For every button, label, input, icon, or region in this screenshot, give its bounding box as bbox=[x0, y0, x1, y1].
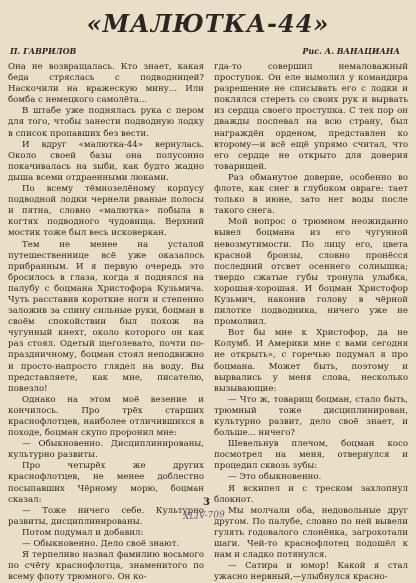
paragraph: Мы молчали оба, недовольные друг другом. По палубе, словно по ней вывели гулять годовалого слонёнка, загрохотали шаги. Чей-то краснофлотец подошёл к нам и сладко потянулся. bbox=[214, 505, 408, 561]
left-text-column bbox=[8, 62, 204, 583]
paragraph: Вот бы мне к Христофор, да не Колумб. И Америки мне с вами сегодня не открыть», с горечью подумал я про боцмана. Может быть, поэтому и вырвались у меня слова, несколько вызывающие: bbox=[214, 328, 408, 394]
paragraph: — Сатира и юмор! Какой я стал ужасно нервный,—улыбнулся красно- bbox=[214, 561, 408, 583]
illustrator-byline: Рис. А. ВАНАЦИАНА bbox=[302, 46, 400, 56]
paragraph: — Обыкновенно. Дисциплинированы, культурно развиты. bbox=[8, 439, 204, 461]
paragraph: — Тоже ничего себе. Культурно развиты, дисциплинированы. bbox=[8, 505, 204, 527]
paragraph: Я терпеливо назвал фамилию восьмого по счёту краснофлотца, знаменитого по всему флоту трюмного. Он ко- bbox=[8, 550, 204, 583]
story-title: «МАЛЮТКА-44» bbox=[86, 9, 330, 38]
paragraph: По всему тёмнозелёному корпусу подводной лодки чернели рваные полосы и пятна, словно «малютка» побыла в когтях подводного чудовища. Верхний мостик тоже был весь исковеркан. bbox=[8, 184, 204, 239]
page-number: 3 bbox=[203, 497, 210, 508]
paragraph: В штабе уже поднялась рука с пером для того, чтобы занести подводную лодку в список пропавших без вести. bbox=[8, 106, 204, 139]
paragraph: И вдруг «малютка-44» вернулась. Около своей базы она полусонно покачивалась на зыби, как будто жадно дыша всеми отдраенными люками. bbox=[8, 139, 204, 183]
library-stamp: XLIV-709 bbox=[182, 509, 226, 523]
paragraph: Мой вопрос о трюмном неожиданно вывел боцмана из его чугунной невозмутимости. По лицу его, цвета красной бронзы, словно пронёсся последний отсвет осеннего солнышка; твердо сжатые губы тронула улыбка, хорошая-хорошая. И боцман Христофор Кузьмич, наконив голову в чёрной пилотке подводника, ничего уже не промолвил. bbox=[214, 217, 408, 328]
paragraph: Шевельнув плечом, боцман косо посмотрел на меня, отвернулся и процедил сквозь зубы: bbox=[214, 439, 408, 472]
right-text-column bbox=[214, 62, 408, 583]
paragraph: Тем не менее на усталой путешественнице всё уже оказалось прибранным. И я первую очередь это бросилось в глаза, когда я поднялся на палубу с боцмана Христофора Кузьмича. Чуть расставив короткие ноги и степенно заложив за спину сильные руки, боцман в своём спокойствии был похож на чугунный кнехт, около которого он как раз стоял. Одетый щеголевато, почти по-праздничному, боцман стоял неподвижно и просто-напросто глядел на воду. Вы представляете, как мне, писателю, повезло! bbox=[8, 239, 204, 394]
paragraph: — Это обыкновенно. bbox=[228, 472, 322, 483]
paragraph: гда-то совершил немаловажный проступок. Он еле вымолил у командира разрешение не списывать его с лодки и поклялся стереть со своих рук и вырвать из сердца своего проступка. С тех пор он дважды поспевал на всю страну, был награждён орденом, представлен ко второму—и всё ещё упрямо считал, что его сердце не открыто для доверия товарищей. bbox=[214, 62, 408, 172]
paragraph: Раз обманутое доверие, особенно во флоте, как снег в глубоком овраге: тает только в июне, зато нет воды после такого снега. bbox=[214, 172, 408, 217]
author-byline: П. ГАВРИЛОВ bbox=[10, 46, 77, 56]
paragraph: Про четырёх же других краснофлотцев, не менее доблестно посыпавших Чёрному морю, боцман сказал: bbox=[8, 461, 204, 505]
paragraph: — Что ж, товарищ боцман, стало быть, трюмный тоже дисциплинирован, культурно развит, дело своё знает, и больше... ничего? bbox=[214, 394, 408, 439]
paragraph: Потом подумал и добавил: bbox=[22, 527, 144, 538]
paragraph: Я вскипел и с треском захлопнул блокнот. bbox=[214, 483, 408, 505]
paragraph: — Обыкновенно. Дело своё знают. bbox=[22, 539, 180, 550]
paragraph: Однако на этом моё везение и кончилось. Про трёх старших краснофлотцев, наиболее отличившихся в походе, боцман скупо проронил мне: bbox=[8, 394, 204, 439]
paragraph: Она не возвращалась. Кто знает, какая беда стряслась с подводницей? Наскочили на вражескую мину... Или бомба с немецкого самолёта... bbox=[8, 62, 204, 106]
